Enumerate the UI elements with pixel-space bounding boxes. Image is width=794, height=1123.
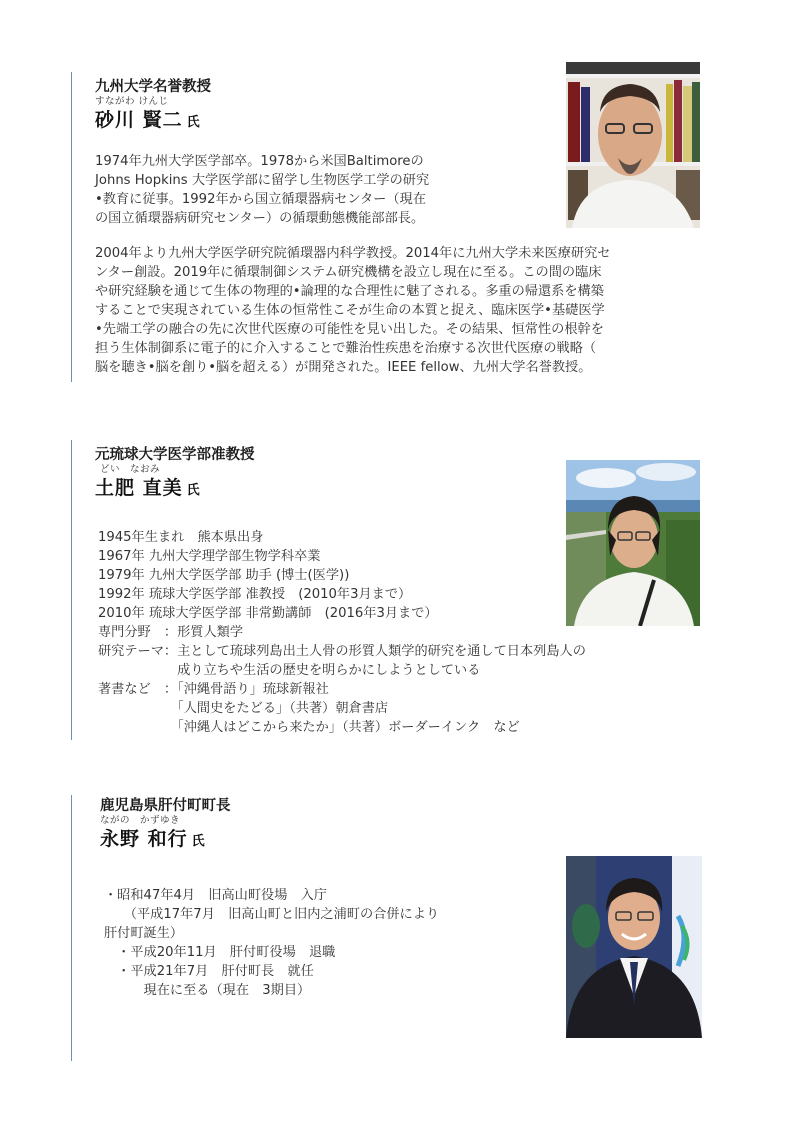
profile-name (95, 473, 200, 500)
bio-line: （平成17年7月 旧高山町と旧内之浦町の合併により (104, 907, 440, 922)
section-divider-line (71, 795, 72, 1061)
bio-line: 肝付町誕生） (104, 926, 184, 941)
bio-line: 2004年より九州大学医学研究院循環器内科学教授。2014年に九州大学未来医療研究セ (95, 246, 611, 261)
honorific: 氏 (186, 115, 200, 130)
profile-bio (98, 528, 586, 737)
profile-bio (104, 886, 439, 1000)
name-text: 土肥 直美 (95, 477, 183, 499)
bio-line: •教育に従事。1992年から国立循環器病センター（現在 (95, 192, 426, 207)
profile-title: 九州大学名誉教授 (95, 79, 211, 95)
portrait-photo (566, 856, 702, 1038)
profile-name (100, 824, 205, 851)
bio-line: 「沖縄人はどこから来たか」（共著）ボーダーインク など (98, 720, 520, 735)
profile-name (95, 105, 200, 132)
bio-line: •先端工学の融合の先に次世代医療の可能性を見い出した。その結果、恒常性の根幹を (95, 322, 604, 337)
bio-line: ・昭和47年4月 旧高山町役場 入庁 (104, 888, 327, 903)
bio-line: することで実現されている生体の恒常性こそが生命の本質と捉え、臨床医学•基礎医学 (95, 303, 605, 318)
bio-line: 専門分野 ：形質人類学 (98, 625, 244, 640)
profile-bio (95, 152, 429, 228)
section-divider-line (71, 72, 72, 382)
bio-line: 1992年 琉球大学医学部 准教授 (2010年3月まで） (98, 587, 412, 602)
portrait-image (566, 460, 700, 626)
bio-line: 「人間史をたどる」（共著）朝倉書店 (98, 701, 389, 716)
bio-line: Johns Hopkins 大学医学部に留学し生物医学工学の研究 (95, 173, 430, 188)
portrait-image (566, 62, 700, 228)
name-reading: ながの かずゆき (100, 815, 181, 826)
bio-line: ・平成21年7月 肝付町長 就任 (104, 964, 314, 979)
bio-line: 1967年 九州大学理学部生物学科卒業 (98, 549, 321, 564)
bio-line: 成り立ちや生活の歴史を明らかにしようとしている (98, 663, 481, 678)
profile-bio-continued (95, 244, 611, 377)
name-reading: どい なおみ (100, 464, 161, 475)
portrait-image (566, 856, 702, 1038)
bio-line: の国立循環器病研究センター）の循環動態機能部部長。 (95, 211, 425, 226)
honorific: 氏 (191, 834, 205, 849)
bio-line: 著書など ：「沖縄骨語り」琉球新報社 (98, 682, 329, 697)
name-text: 永野 和行 (100, 828, 188, 850)
bio-line: ンター創設。2019年に循環制御システム研究機構を設立し現在に至る。この間の臨床 (95, 265, 602, 280)
profile-title: 元琉球大学医学部准教授 (95, 447, 255, 463)
name-text: 砂川 賢二 (95, 109, 183, 131)
bio-line: 1945年生まれ 熊本県出身 (98, 530, 264, 545)
section-divider-line (71, 440, 72, 740)
honorific: 氏 (186, 483, 200, 498)
name-reading: すながわ けんじ (95, 96, 169, 107)
bio-line: ・平成20年11月 肝付町役場 退職 (104, 945, 336, 960)
profile-title: 鹿児島県肝付町町長 (100, 798, 231, 814)
portrait-photo (566, 62, 700, 228)
bio-line: 2010年 琉球大学医学部 非常勤講師 (2016年3月まで） (98, 606, 438, 621)
bio-line: 脳を聴き•脳を創り•脳を超える）が開発された。IEEE fellow、九州大学名誉教授。 (95, 360, 592, 375)
bio-line: 現在に至る（現在 3期目） (104, 983, 311, 998)
portrait-photo (566, 460, 700, 626)
bio-line: や研究経験を通じて生体の物理的•論理的な合理性に魅了される。多重の帰還系を構築 (95, 284, 604, 299)
bio-line: 1974年九州大学医学部卒。1978から米国Baltimoreの (95, 154, 424, 169)
bio-line: 研究テーマ：主として琉球列島出土人骨の形質人類学的研究を通して日本列島人の (98, 644, 586, 659)
bio-line: 1979年 九州大学医学部 助手 (博士(医学)) (98, 568, 350, 583)
bio-line: 担う生体制御系に電子的に介入することで難治性疾患を治療する次世代医療の戦略（ (95, 341, 597, 356)
